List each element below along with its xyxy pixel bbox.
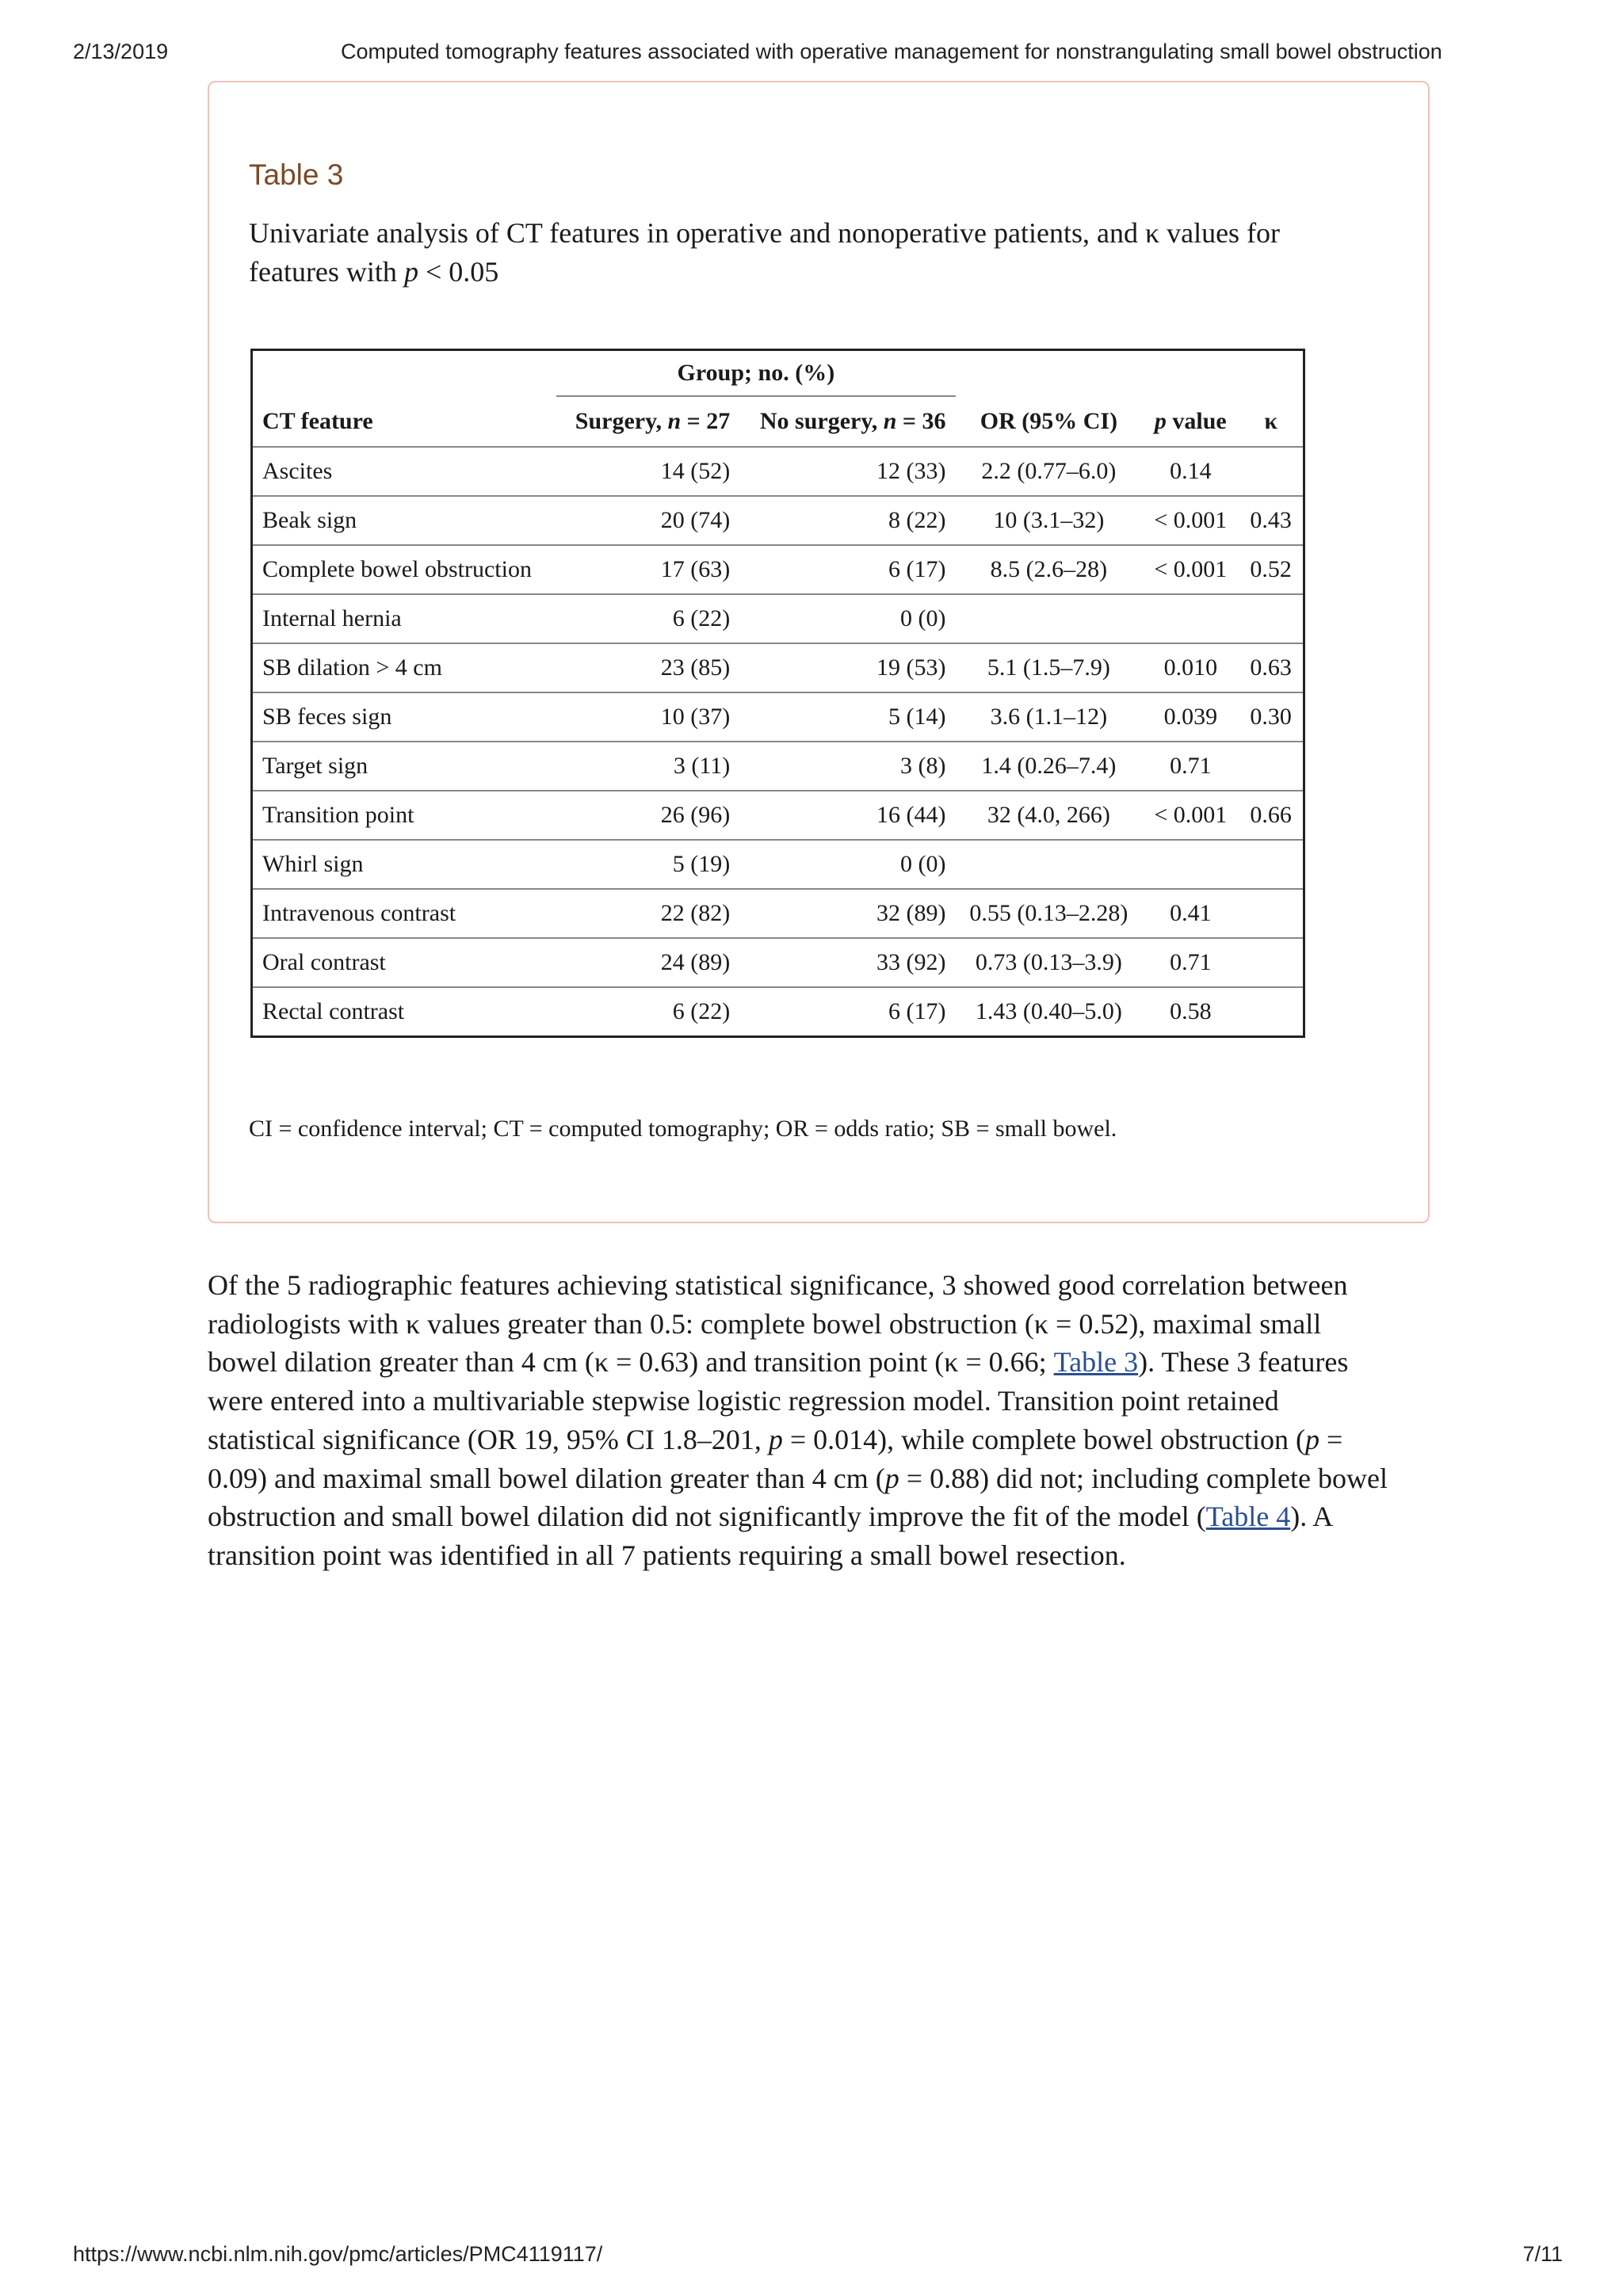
cell-feature: Target sign (252, 742, 557, 791)
cell-surgery: 14 (52) (556, 447, 739, 496)
column-header-no-surgery: No surgery, n = 36 (759, 408, 946, 434)
cell-or: 32 (4.0, 266) (956, 791, 1143, 840)
cell-or: 5.1 (1.5–7.9) (956, 643, 1143, 692)
cell-or: 10 (3.1–32) (956, 496, 1143, 545)
column-header-feature: CT feature (262, 407, 373, 434)
cell-kappa (1239, 447, 1304, 496)
table-row (252, 791, 1304, 840)
cell-surgery: 6 (22) (556, 594, 739, 643)
cell-or: 3.6 (1.1–12) (956, 692, 1143, 742)
cell-p-value (1142, 840, 1239, 889)
cell-feature: Rectal contrast (252, 987, 557, 1037)
cell-feature: Beak sign (252, 496, 557, 545)
cell-p-value: < 0.001 (1142, 496, 1239, 545)
cell-feature: Transition point (252, 791, 557, 840)
table-row (252, 692, 1304, 742)
cell-or: 0.55 (0.13–2.28) (956, 889, 1143, 938)
caption-line-2-post: < 0.05 (418, 256, 499, 288)
cell-kappa: 0.43 (1239, 496, 1304, 545)
cell-surgery: 26 (96) (556, 791, 739, 840)
cell-p-value: 0.41 (1142, 889, 1239, 938)
body-paragraph (208, 1266, 1444, 1575)
cell-no-surgery: 0 (0) (739, 594, 955, 643)
cell-surgery: 6 (22) (556, 987, 739, 1037)
group-header: Group; no. (%) (556, 350, 955, 397)
caption-line-1: Univariate analysis of CT features in operative and nonoperative patients, and κ values for (249, 217, 1281, 249)
cell-no-surgery: 12 (33) (739, 447, 955, 496)
column-header-or: OR (95% CI) (980, 407, 1118, 434)
cell-no-surgery: 8 (22) (739, 496, 955, 545)
print-page-title: Computed tomography features associated with operative management for nonstrangulating small bowel obstruction (341, 40, 1442, 63)
cell-or (956, 594, 1143, 643)
cell-kappa: 0.66 (1239, 791, 1304, 840)
cell-or: 1.43 (0.40–5.0) (956, 987, 1143, 1037)
cell-no-surgery: 3 (8) (739, 742, 955, 791)
cell-no-surgery: 19 (53) (739, 643, 955, 692)
cell-or: 8.5 (2.6–28) (956, 545, 1143, 594)
cell-feature: Ascites (252, 447, 557, 496)
table-body (252, 447, 1304, 1037)
print-url: https://www.ncbi.nlm.nih.gov/pmc/articles/PMC4119117/ (73, 2242, 603, 2266)
cell-p-value: 0.58 (1142, 987, 1239, 1037)
paragraph-line: 0.09) and maximal small bowel dilation greater than 4 cm (p = 0.88) did not; including complete bowel (208, 1462, 1388, 1494)
cell-no-surgery: 6 (17) (739, 987, 955, 1037)
print-date: 2/13/2019 (73, 40, 169, 63)
table-row (252, 496, 1304, 545)
cell-p-value (1142, 594, 1239, 643)
cell-no-surgery: 0 (0) (739, 840, 955, 889)
cell-surgery: 17 (63) (556, 545, 739, 594)
table-footnote: CI = confidence interval; CT = computed tomography; OR = odds ratio; SB = small bowel. (249, 1116, 1117, 1142)
cell-surgery: 23 (85) (556, 643, 739, 692)
cell-no-surgery: 33 (92) (739, 938, 955, 987)
data-table (250, 349, 1305, 1038)
cell-feature: Intravenous contrast (252, 889, 557, 938)
cell-feature: Complete bowel obstruction (252, 545, 557, 594)
cell-kappa: 0.63 (1239, 643, 1304, 692)
cell-feature: SB dilation > 4 cm (252, 643, 557, 692)
cell-no-surgery: 16 (44) (739, 791, 955, 840)
caption-p-symbol: p (403, 256, 418, 288)
cell-feature: Internal hernia (252, 594, 557, 643)
print-page-number: 7/11 (1522, 2242, 1563, 2266)
paragraph-line: Of the 5 radiographic features achieving statistical significance, 3 showed good correlation between (208, 1269, 1348, 1301)
column-header-kappa: κ (1264, 407, 1277, 434)
cell-kappa: 0.52 (1239, 545, 1304, 594)
paragraph-line: bowel dilation greater than 4 cm (κ = 0.63) and transition point (κ = 0.66; Table 3). These 3 features (208, 1346, 1349, 1379)
table-row (252, 938, 1304, 987)
cell-surgery: 22 (82) (556, 889, 739, 938)
table-row (252, 987, 1304, 1037)
cell-feature: Oral contrast (252, 938, 557, 987)
cell-feature: Whirl sign (252, 840, 557, 889)
paragraph-line: statistical significance (OR 19, 95% CI 1.8–201, p = 0.014), while complete bowel obstruction (p = (208, 1423, 1343, 1455)
cell-surgery: 20 (74) (556, 496, 739, 545)
cell-p-value: 0.71 (1142, 938, 1239, 987)
cell-or: 1.4 (0.26–7.4) (956, 742, 1143, 791)
table-row (252, 594, 1304, 643)
table-row (252, 889, 1304, 938)
cell-kappa (1239, 987, 1304, 1037)
table-label: Table 3 (249, 158, 344, 191)
cell-p-value: < 0.001 (1142, 791, 1239, 840)
column-header-p-value: p value (1154, 407, 1227, 434)
cell-surgery: 10 (37) (556, 692, 739, 742)
paragraph-line: were entered into a multivariable stepwise logistic regression model. Transition point retained (208, 1385, 1279, 1417)
table-row (252, 840, 1304, 889)
caption-line-2-pre: features with (249, 256, 404, 288)
table-row (252, 545, 1304, 594)
cell-p-value: 0.14 (1142, 447, 1239, 496)
table-row (252, 643, 1304, 692)
paragraph-line: transition point was identified in all 7 patients requiring a small bowel resection. (208, 1539, 1126, 1571)
table-row (252, 742, 1304, 791)
cell-p-value: 0.010 (1142, 643, 1239, 692)
cell-surgery: 24 (89) (556, 938, 739, 987)
cell-kappa (1239, 889, 1304, 938)
cell-no-surgery: 5 (14) (739, 692, 955, 742)
cell-or: 2.2 (0.77–6.0) (956, 447, 1143, 496)
cell-p-value: < 0.001 (1142, 545, 1239, 594)
paragraph-line: radiologists with κ values greater than 0.5: complete bowel obstruction (κ = 0.52), maximal small (208, 1307, 1322, 1340)
cell-kappa (1239, 742, 1304, 791)
table-caption (249, 214, 1374, 292)
table-4-link[interactable]: Table 4 (1205, 1501, 1291, 1533)
cell-surgery: 3 (11) (556, 742, 739, 791)
cell-kappa (1239, 594, 1304, 643)
cell-feature: SB feces sign (252, 692, 557, 742)
cell-p-value: 0.039 (1142, 692, 1239, 742)
cell-kappa (1239, 840, 1304, 889)
cell-kappa: 0.30 (1239, 692, 1304, 742)
cell-p-value: 0.71 (1142, 742, 1239, 791)
paragraph-line: obstruction and small bowel dilation did not significantly improve the fit of the model (Table 4). A (208, 1501, 1334, 1533)
table-row (252, 447, 1304, 496)
cell-surgery: 5 (19) (556, 840, 739, 889)
cell-or (956, 840, 1143, 889)
table-3-link[interactable]: Table 3 (1053, 1346, 1139, 1379)
cell-no-surgery: 32 (89) (739, 889, 955, 938)
cell-kappa (1239, 938, 1304, 987)
cell-no-surgery: 6 (17) (739, 545, 955, 594)
column-header-surgery: Surgery, n = 27 (575, 408, 731, 434)
cell-or: 0.73 (0.13–3.9) (956, 938, 1143, 987)
